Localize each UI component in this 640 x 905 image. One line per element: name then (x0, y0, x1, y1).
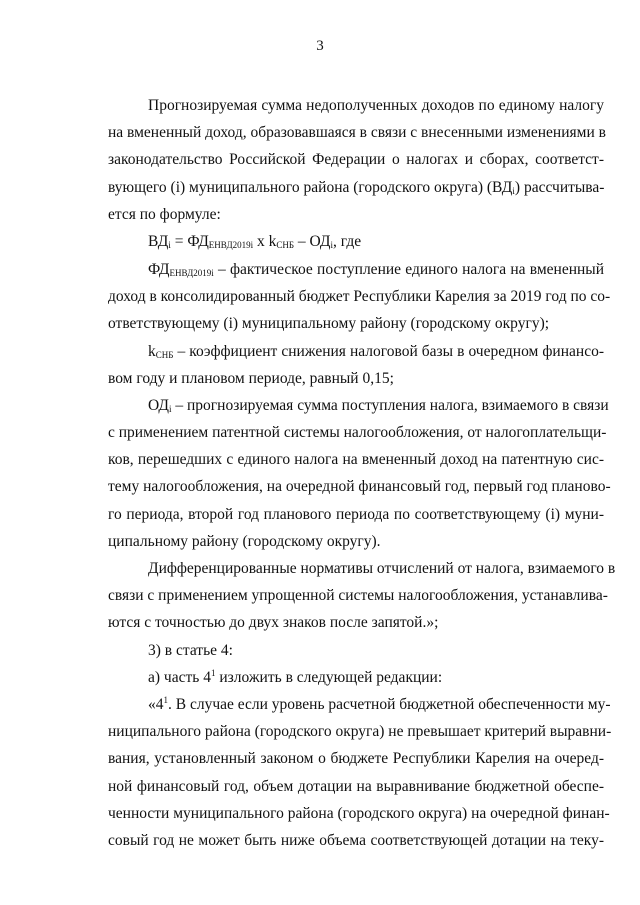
text-line: вом году и плановом периоде, равный 0,15; (108, 369, 394, 387)
text-line: $k_{СНБ}$ – коэффициент снижения налоговой базы в очередном финансо- (148, 342, 604, 360)
formula: $ВД_i = ФД_{ЕНВД2019i}$ x $k_{СНБ} - ОД_i$, где (148, 232, 362, 250)
text-line: го периода, второй год планового периода по соответствующему (i) муни- (108, 505, 604, 523)
text-line: $ОД_i$ – прогнозируемая сумма поступления налога, взимаемого в связи (148, 396, 609, 414)
paragraph-od-definition (108, 392, 611, 555)
text-line: Дифференцированные нормативы отчислений от налога, взимаемого в (148, 560, 616, 577)
text-line: ченности муниципального района (городского округа) на очередной финан- (108, 804, 610, 822)
text-line: ются с точностью до двух знаков после запятой.»; (108, 614, 439, 632)
text-line: «$4^1$. В случае если уровень расчетной бюджетной обеспеченности му- (148, 694, 611, 713)
text-line: совый год не может быть ниже объема соответствующей дотации на теку- (108, 831, 604, 849)
paragraph-part-4-1 (108, 664, 604, 691)
paragraph-forecast-intro (108, 92, 604, 228)
text-line: связи с применением упрощенной системы налогообложения, устанавлива- (108, 587, 608, 605)
text-line: законодательство Российской Федерации о налогах и сборах, соответст- (108, 151, 604, 169)
text-line: ков, перешедших с единого налога на вмененный доход на патентную сис- (108, 451, 604, 469)
text-line: на вмененный доход, образовавшаяся в связи с внесенными изменениями в (108, 124, 606, 142)
text-line: доход в консолидированный бюджет Республики Карелия за 2019 год по со- (108, 288, 611, 306)
text-line: ципальному району (городскому округу). (108, 532, 381, 550)
paragraph-fd-definition (108, 256, 611, 338)
paragraph-norms (108, 555, 616, 637)
text-line: ется по формуле: (108, 205, 221, 223)
text-line: тему налогообложения, на очередной финансовый год, первый год планово- (108, 478, 611, 496)
text-line: Прогнозируемая сумма недополученных доходов по единому налогу (148, 97, 604, 114)
text-line: вания, установленный законом о бюджете Республики Карелия на очеред- (108, 750, 604, 768)
paragraph-new-wording (108, 691, 612, 854)
page-number: 3 (316, 38, 324, 54)
text-line: вующего (i) муниципального района (городского округа) $(ВД_i)$ рассчитыва- (108, 178, 605, 196)
paragraph-article-4 (108, 637, 604, 664)
document-body (108, 92, 616, 854)
text-line: с применением патентной системы налогообложения, от налогоплательщи- (108, 424, 607, 442)
text-line: а) часть $4^1$ изложить в следующей редакции: (148, 667, 443, 686)
text-line: ной финансовый год, объем дотации на выравнивание бюджетной обеспе- (108, 777, 604, 795)
paragraph-k-definition (108, 338, 604, 392)
text-line: 3) в статье 4: (148, 641, 233, 659)
text-line: $ФД_{ЕНВД2019i}$ – фактическое поступление единого налога на вмененный (148, 260, 604, 278)
text-line: ответствующему (i) муниципальному району (городскому округу); (108, 315, 550, 333)
text-line: ниципального района (городского округа) не превышает критерий выравни- (108, 723, 612, 741)
